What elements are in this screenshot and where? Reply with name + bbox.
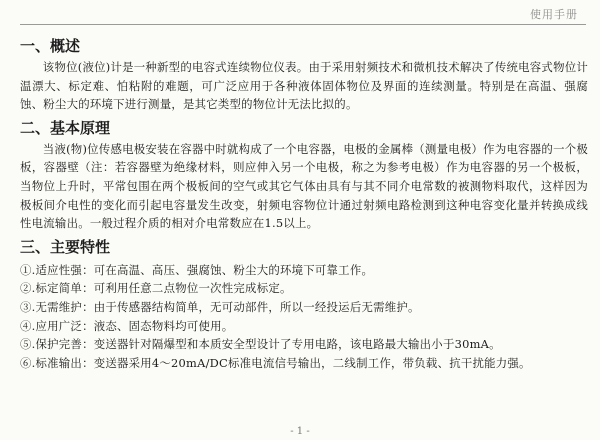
overview-paragraph: 该物位(液位)计是一种新型的电容式连续物位仪表。由于采用射频技术和微机技术解决了传统电容式物位计温漂大、标定难、怕粘附的难题，可广泛应用于各种液体固体物位及界面的连续测量。特别是在高温、强腐蚀、粉尘大的环境下进行测量，是其它类型的物位计无法比拟的。 [20, 60, 588, 112]
feature-label: ⑤.保护完善： [20, 337, 94, 352]
principle-paragraph: 当液(物)位传感电极安装在容器中时就构成了一个电容器，电极的金属棒（测量电极）作为电容器的一个极板，容器壁（注：若容器壁为绝缘材料，则应伸入另一个电极，称之为参考电极）作为电容器的另一个极板，当物位上升时，平常包围在两个极板间的空气或其它气体由具有与其不同介电常数的被测物料取代，这样因为极板间介电性的变化而引起电容量发生改变，射频电容物位计通过射频电路检测到这种电容变化量并转换成线性电流输出。一般过程介质的相对介电常数应在1.5以上。 [20, 141, 588, 231]
feature-text: 可在高温、高压、强腐蚀、粉尘大的环境下可靠工作。 [93, 262, 374, 277]
page-content [20, 36, 588, 372]
feature-text: 液态、固态物料均可使用。 [93, 318, 234, 333]
feature-item [20, 279, 588, 298]
feature-item [20, 354, 588, 373]
feature-item [20, 317, 588, 336]
page-number: - 1 - [290, 426, 310, 437]
feature-label: ⑥.标准输出： [20, 355, 94, 370]
feature-label: ④.应用广泛： [20, 318, 94, 333]
feature-label: ②.标定简单： [20, 281, 94, 296]
header-divider [20, 24, 586, 25]
section-heading-features: 三、主要特性 [20, 237, 111, 256]
feature-item [20, 335, 588, 354]
feature-item [20, 261, 588, 280]
feature-label: ①.适应性强： [20, 262, 94, 277]
feature-text: 变送器采用4～20mA/DC标准电流信号输出，二线制工作，带负载、抗干扰能力强。 [93, 355, 531, 370]
header-title: 使用手册 [530, 8, 578, 21]
section-heading-overview: 一、概述 [20, 37, 81, 55]
feature-text: 可利用任意二点物位一次性完成标定。 [93, 281, 292, 296]
section-heading-principle: 二、基本原理 [20, 118, 111, 137]
feature-label: ③.无需维护： [20, 299, 94, 314]
feature-text: 变送器针对隔爆型和本质安全型设计了专用电路，该电路最大输出小于30mA。 [93, 337, 501, 352]
feature-text: 由于传感器结构简单，无可动部件，所以一经投运后无需维护。 [93, 299, 420, 314]
feature-item [20, 298, 588, 317]
feature-list [20, 261, 588, 373]
